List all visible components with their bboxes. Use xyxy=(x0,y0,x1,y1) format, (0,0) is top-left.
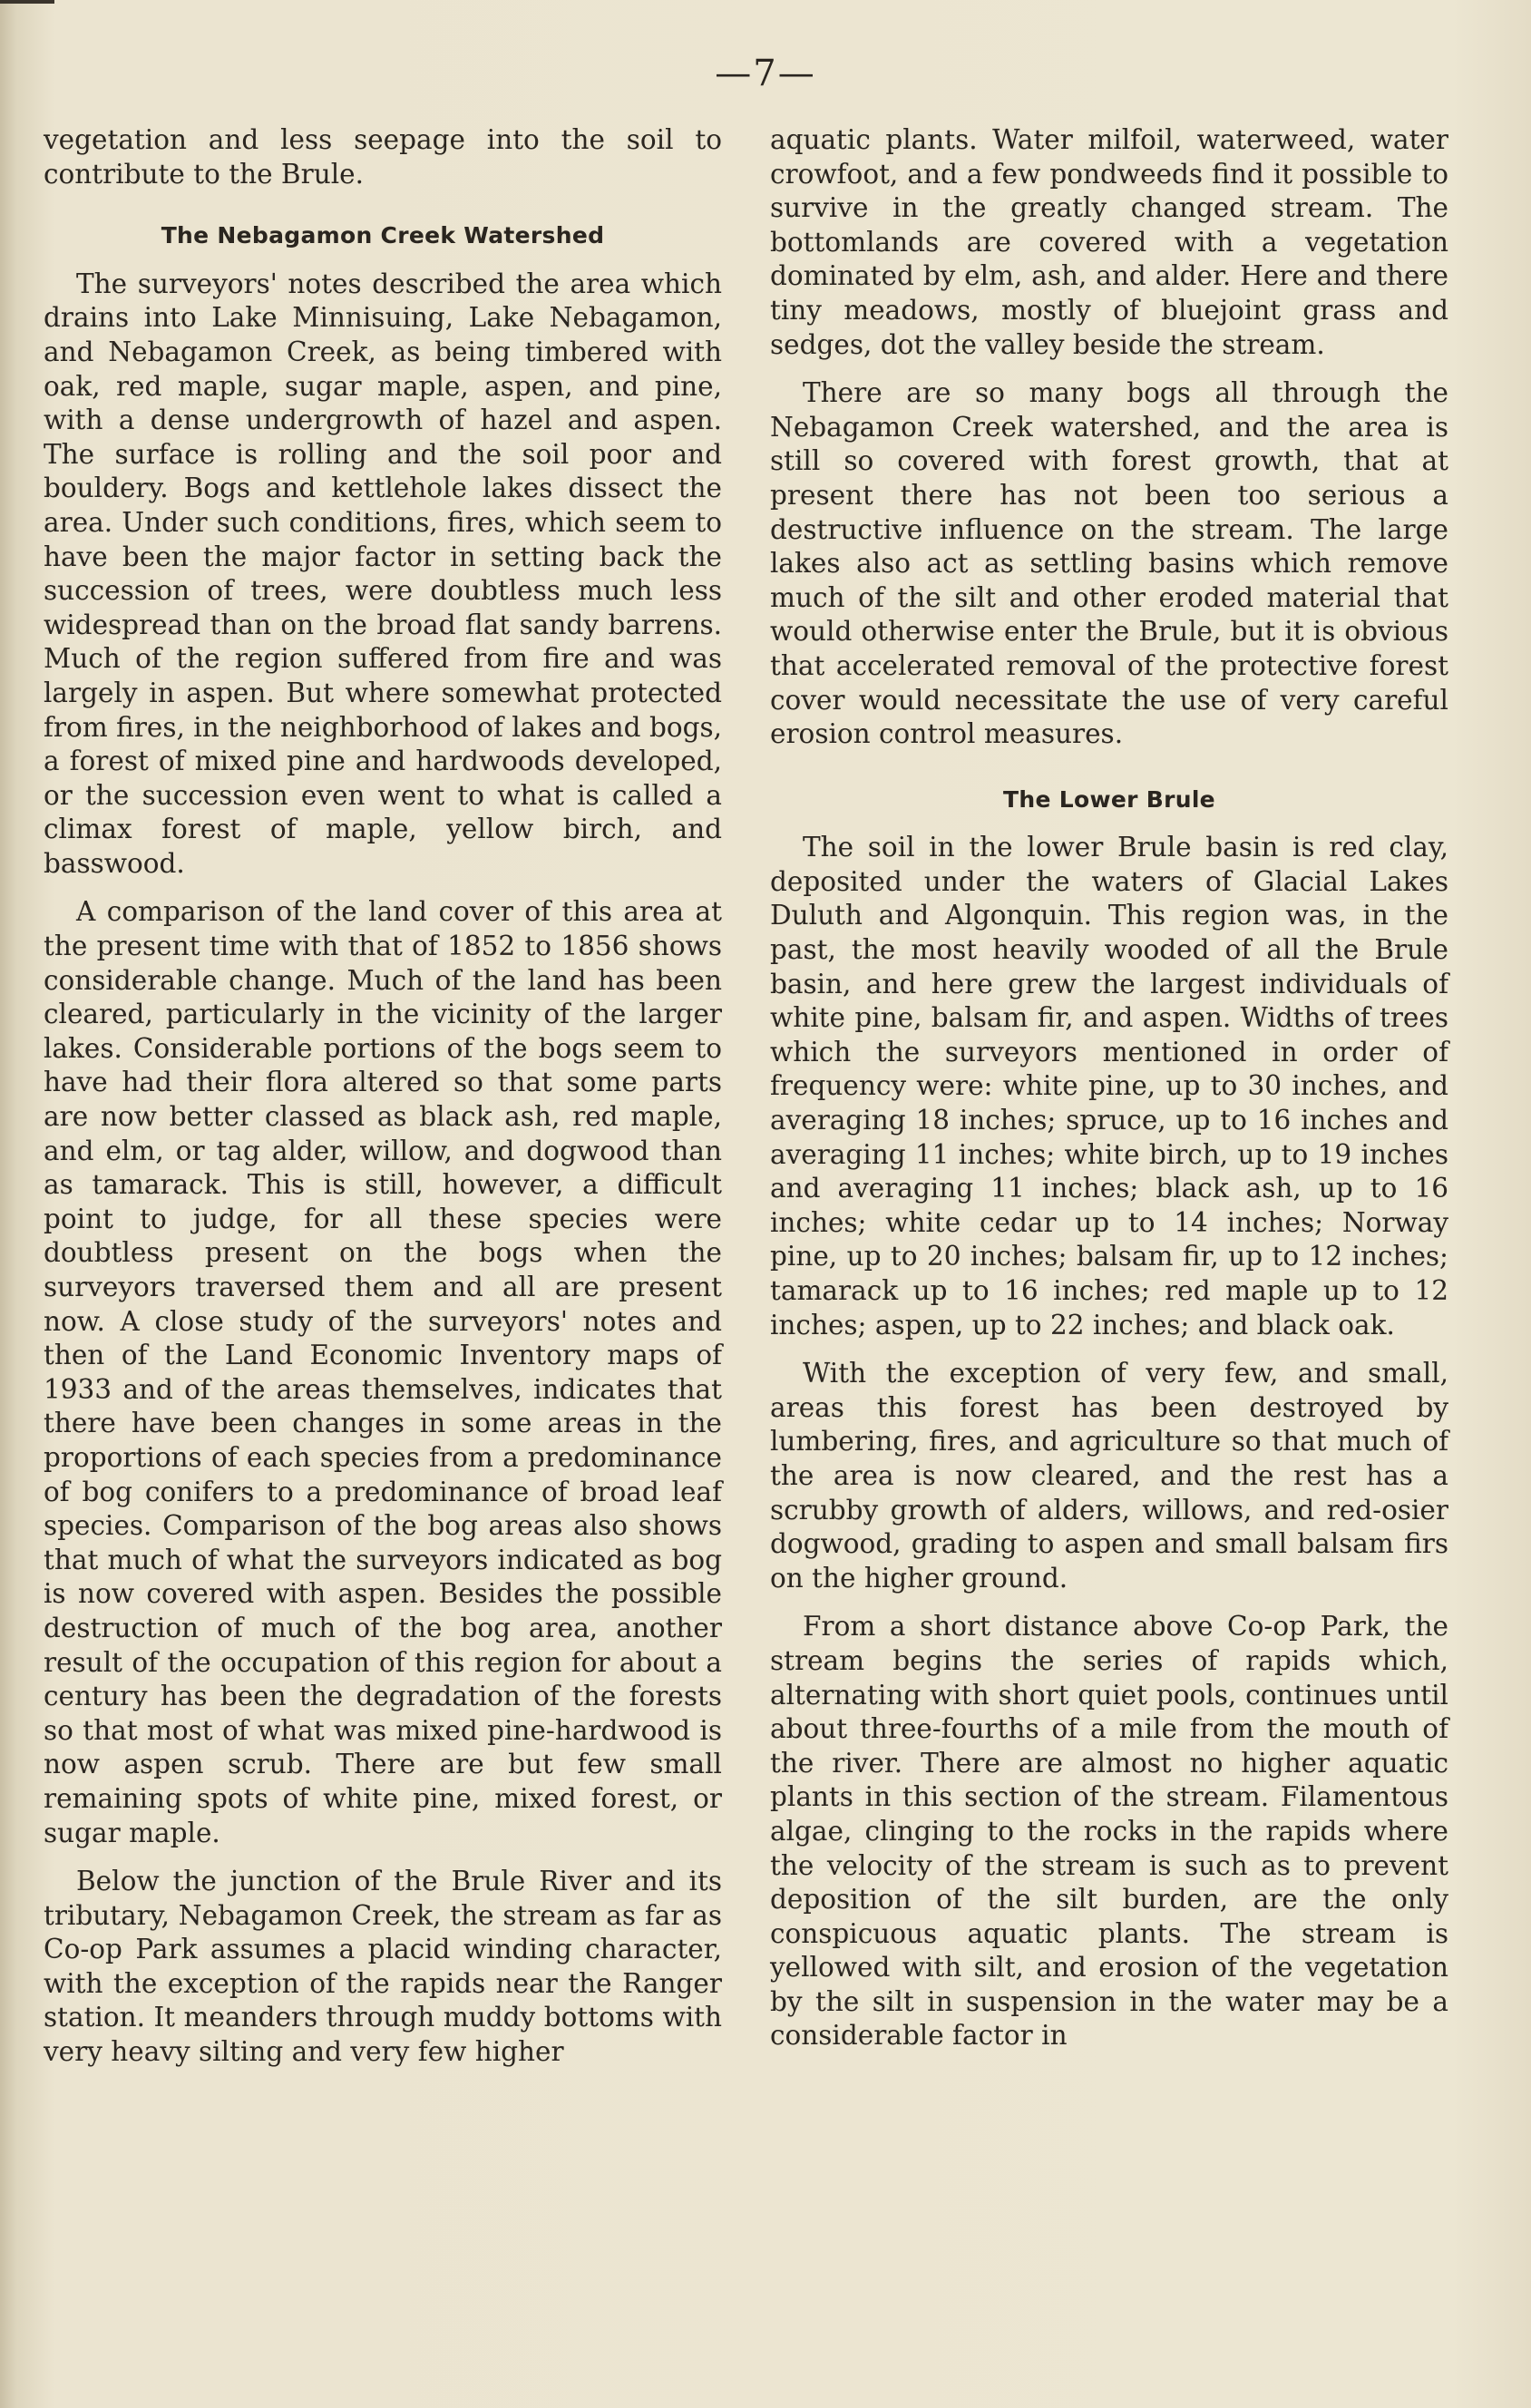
paragraph: The surveyors' notes described the area which drains into Lake Minnisuing, Lake Nebagamon, and Nebagamon Creek, as being timbered with oak, red maple, sugar maple, aspen, and pine, with a dense undergrowth of hazel and aspen. The surface is rolling and the soil poor and bouldery. Bogs and kettlehole lakes dissect the area. Under such conditions, fires, which seem to have been the major factor in setting back the succession of trees, were doubtless much less widespread than on the broad flat sandy barrens. Much of the region suffered from fire and was largely in aspen. But where somewhat protected from fires, in the neighborhood of lakes and bogs, a forest of mixed pine and hardwoods developed, or the succession even went to what is called a climax forest of maple, yellow birch, and basswood. xyxy=(44,268,722,879)
section-heading: The Lower Brule xyxy=(1003,785,1215,813)
paragraph: Below the junction of the Brule River and its tributary, Nebagamon Creek, the stream as far as Co-op Park assumes a placid winding character, with the exception of the rapids near the Ranger station. It meanders through muddy bottoms with very heavy silting and very few higher xyxy=(44,1866,722,2068)
paragraph: A comparison of the land cover of this area at the present time with that of 1852 to 1856 shows considerable change. Much of the land has been cleared, particularly in the vicinity of the larger lakes. Considerable portions of the bogs seem to have had their flora altered so that some parts are now better classed as black ash, red maple, and elm, or tag alder, willow, and dogwood than as tamarack. This is still, however, a difficult point to judge, for all these species were doubtless present on the bogs when the surveyors traversed them and all are present now. A close study of the surveyors' notes and then of the Land Economic Inventory maps of 1933 and of the areas themselves, indicates that there have been changes in some areas in the proportions of each species from a predominance of bog conifers to a predominance of broad leaf species. Comparison of the bog areas also shows that much of what the surveyors indicated as bog is now covered with aspen. Besides the possible destruction of much of the bog area, another result of the occupation of this region for about a century has been the degradation of the forests so that most of what was mixed pine-hardwood is now aspen scrub. There are but few small remaining spots of white pine, mixed forest, or sugar maple. xyxy=(44,896,722,1848)
section-heading: The Nebagamon Creek Watershed xyxy=(161,222,605,249)
paragraph: There are so many bogs all through the Nebagamon Creek watershed, and the area is still so covered with forest growth, that at present there has not been too serious a destructive influence on the stream. The large lakes also act as settling basins which remove much of the silt and other eroded material that would otherwise enter the Brule, but it is obvious that accelerated removal of the protective forest cover would necessitate the use of very careful erosion control measures. xyxy=(770,377,1448,750)
left-column xyxy=(44,123,722,2070)
paragraph: With the exception of very few, and small, areas this forest has been destroyed by lumbering, fires, and agriculture so that much of the area is now cleared, and the rest has a scrubby growth of alders, willows, and red-osier dogwood, grading to aspen and small balsam firs on the higher ground. xyxy=(770,1358,1448,1594)
paragraph: vegetation and less seepage into the soil to contribute to the Brule. xyxy=(44,124,722,190)
paragraph: aquatic plants. Water milfoil, waterweed, water crowfoot, and a few pondweeds find it possible to survive in the greatly changed stream. The bottomlands are covered with a vegetation dominated by elm, ash, and alder. Here and there tiny meadows, mostly of bluejoint grass and sedges, dot the valley beside the stream. xyxy=(770,124,1448,360)
paragraph: From a short distance above Co-op Park, the stream begins the series of rapids which, alternating with short quiet pools, continues until about three-fourths of a mile from the mouth of the river. There are almost no higher aquatic plants in this section of the stream. Filamentous algae, clinging to the rocks in the rapids where the velocity of the stream is such as to prevent deposition of the silt burden, are the only conspicuous aquatic plants. The stream is yellowed with silt, and erosion of the vegetation by the silt in suspension in the water may be a considerable factor in xyxy=(770,1611,1448,2052)
paragraph: The soil in the lower Brule basin is red clay, deposited under the waters of Glacial Lakes Duluth and Algonquin. This region was, in the past, the most heavily wooded of all the Brule basin, and here grew the largest individuals of white pine, balsam fir, and aspen. Widths of trees which the surveyors mentioned in order of frequency were: white pine, up to 30 inches, and averaging 18 inches; spruce, up to 16 inches and averaging 11 inches; white birch, up to 19 inches and averaging 11 inches; black ash, up to 16 inches; white cedar up to 14 inches; Norway pine, up to 20 inches; balsam fir, up to 12 inches; tamarack up to 16 inches; red maple up to 12 inches; aspen, up to 22 inches; and black oak. xyxy=(770,832,1448,1340)
page-number: —7— xyxy=(715,53,816,94)
right-column xyxy=(770,123,1448,2053)
top-edge-rule xyxy=(0,0,54,4)
